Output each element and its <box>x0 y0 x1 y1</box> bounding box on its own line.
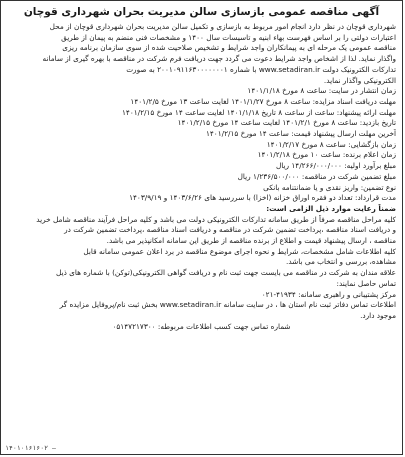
body-line: تدارکات الکترونیک دولت www.setadiran.ir با شماره ۲۰۰۱۰۹۱۱۶۳۰۰۰۰۰۰۰۱ به صورت <box>126 64 396 74</box>
notice-title: آگهی مناقصه عمومی بازسازی سالن مدیریت بحران شهرداری قوچان <box>23 6 380 18</box>
opening-time: زمان بازگشایی: ساعت ۸ مورخ ۱۴۰۱/۲/۱۷ <box>266 139 396 149</box>
body-line: کلیه مراحل مناقصه صرفاً از طریق سامانه تدارکات الکترونیکی دولت می باشد و کلیه مراحل فرآیند مناقصه شامل خرید <box>36 214 396 224</box>
body-line: و دریافت اسناد مناقصه ،پرداخت تضمین شرکت در مناقصه و دریافت اسناد مناقصه ،پرداخت تضمین شرکت در <box>64 225 396 235</box>
body-line: مناقصه ، ارسال پیشنهاد قیمت و اطلاع از برنده مناقصه از طریق این سامانه امکانپذیر می باشد. <box>106 236 396 246</box>
body-line: مناقصه عمومی یک مرحله ای به پیمانکاران واجد شرایط و تشخیص صلاحیت شده از سوی سازمان برنامه ریزی <box>62 43 396 53</box>
bid-deadline: مهلت ارائه پیشنهاد: ساعت از ساعت ۸ تاریخ ۱۴۰۱/۱/۱۸ لغایت ساعت ۱۴ مورخ ۱۴۰۱/۲/۱۵ <box>122 107 396 117</box>
notice-body <box>7 22 396 332</box>
body-line: کلیه اطلاعات شامل مشخصات، شرایط و نحوه اجرای موضوع مناقصه در برد اعلان عمومی سامانه قابل <box>83 246 396 256</box>
requirements-heading: ضمناً رعایت موارد ذیل الزامی است: <box>266 203 396 213</box>
final-price-deadline: آخرین مهلت ارسال پیشنهاد قیمت: ساعت ۱۴ مورخ ۱۴۰۱/۲/۱۵ <box>205 129 396 139</box>
body-line: علاقه مندان به شرکت در مناقصه می بایست جهت ثبت نام و دریافت گواهی الکترونیکی(توکن) با شماره های ذیل <box>56 268 396 278</box>
guarantee-type: نوع تضمین: واریز نقدی و یا ضمانتنامه بانکی <box>263 182 396 192</box>
publish-time: زمان انتشار در سایت: ساعت ۸ مورخ ۱۴۰۱/۱/۱۸ <box>247 86 396 96</box>
contact-phone: شماره تماس جهت کسب اطلاعات مربوطه: ۰۵۱۴۷۲۱۷۳۰۰ <box>112 321 291 331</box>
body-line: الکترونیکی واگذار نماید. <box>323 75 396 85</box>
document-deadline: مهلت دریافت اسناد مزایده: ساعت ۸ مورخ ۱۴۰۱/۱/۲۷ لغایت ساعت ۱۳ مورخ ۱۴۰۱/۲/۵ <box>130 96 396 106</box>
registration-offices: اطلاعات تماس دفاتر ثبت نام استان ها ، در سایت سامانه www.setadiran.ir بخش ثبت نام/پروفایل مزایده گر <box>59 300 396 310</box>
support-center: مرکز پشتیبانی و راهبری سامانه: ۴۱۹۳۴-۰۲۱ <box>261 289 396 299</box>
body-line: مشاهده، بررسی و انتخاب می باشد. <box>286 257 396 267</box>
winner-announcement: زمان اعلام برنده: ساعت ۱۰ مورخ ۱۴۰۱/۲/۱۸ <box>257 150 396 160</box>
body-line: موجود دارد. <box>360 310 396 320</box>
body-line: واگذار نماید. لذا از اشخاص واجد شرایط دعوت می گردد جهت دریافت فرم شرکت در مناقصه با بهره گیری از سامانه <box>42 54 396 64</box>
visit-date: تاریخ بازدید: ساعت ۸ مورخ ۱۴۰۱/۲/۱ لغایت ساعت ۱۴ مورخ ۱۴۰۱/۲/۱۵ <box>177 118 396 128</box>
initial-estimate: مبلغ برآورد اولیه: ۱۴/۲۶۶/۰۰۰/۰۰۰ ریال <box>275 161 396 171</box>
contract-terms: مدت قرارداد: تعداد دو فقره اوراق خزانه (اخزا) با سررسید های ۱۴۰۳/۶/۲۶ و ۱۴۰۳/۹/۱۹ <box>129 193 396 203</box>
body-line: اعتبارات دولتی را بر اساس فهرست بهاء ابنیه و تاسیسات سال ۱۴۰۰ و مشخصات فنی منضم به پیمان از طریق <box>61 32 396 42</box>
guarantee-amount: مبلغ تضمین شرکت در مناقصه: ۱/۲۳۶/۵۰۰/۰۰۰ ریال <box>237 171 396 181</box>
body-line: شهرداری قوچان در نظر دارد انجام امور مربوط به بازسازی و تکمیل سالن مدیریت بحران شهرداری قوچان از محل <box>49 22 396 31</box>
body-line: تماس حاصل نمایند: <box>336 278 396 288</box>
reference-code: ۱۴۰۱۰۱۶۱۶۰۲ — <box>5 444 56 452</box>
